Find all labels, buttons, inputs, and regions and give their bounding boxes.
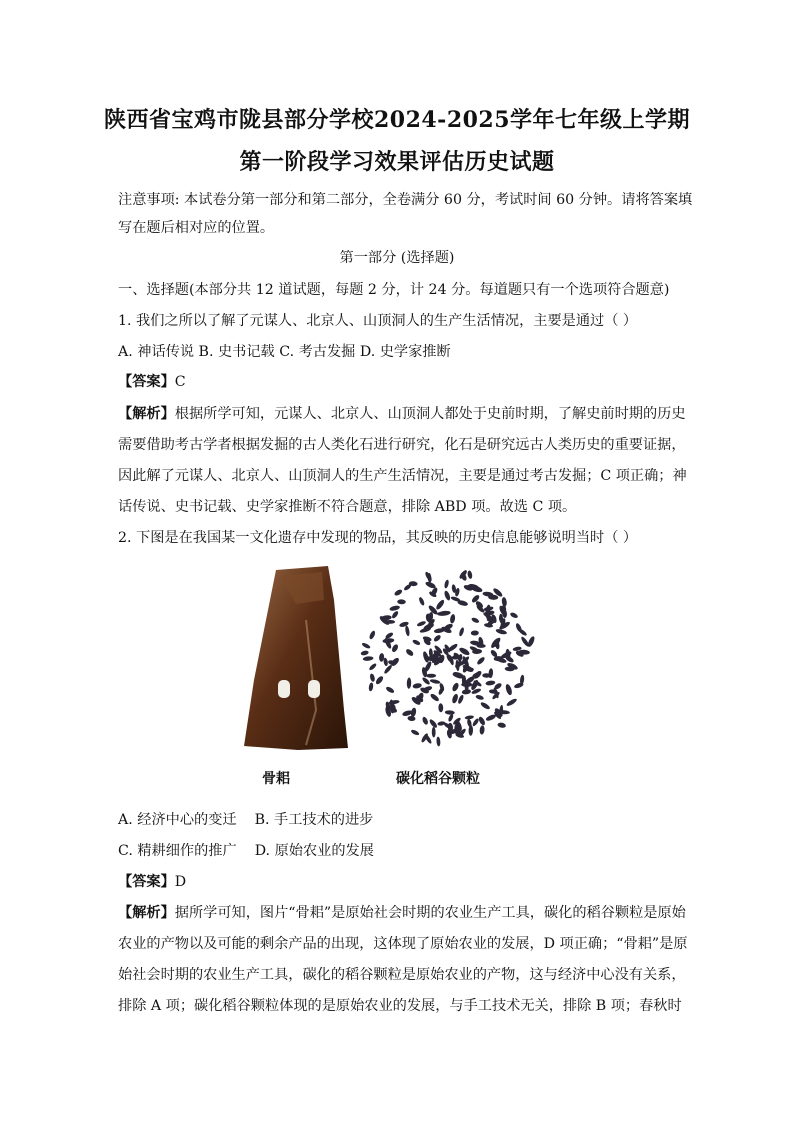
rice-grain	[385, 686, 395, 694]
rice-grain	[461, 682, 472, 687]
part1-heading: 第一部分 (选择题)	[339, 250, 455, 266]
rice-grain	[451, 682, 460, 692]
q2-options-row2	[118, 841, 678, 861]
rice-grain	[443, 590, 451, 601]
q2-option-d: D. 原始农业的发展	[254, 843, 374, 859]
rice-grain	[447, 713, 454, 722]
q2-analysis-line2: 农业的产物以及可能的剩余产品的出现，这体现了原始农业的发展，D 项正确；“骨耜”是原	[118, 936, 688, 952]
rice-grain	[480, 701, 491, 710]
rice-grain	[461, 689, 471, 695]
rice-grain	[391, 643, 399, 653]
notice-line1: 注意事项: 本试卷分第一部分和第二部分，全卷满分 60 分，考试时间 60 分钟。请将答案填	[118, 192, 693, 208]
carbonized-rice-grains-image	[360, 569, 535, 747]
rice-grain	[360, 650, 369, 656]
rice-grain	[505, 683, 513, 695]
rice-grain	[397, 599, 406, 604]
rice-grain	[405, 648, 415, 657]
rice-grain	[407, 677, 412, 688]
rice-grain	[369, 673, 375, 682]
rice-grain	[472, 718, 480, 728]
rice-grain	[412, 683, 422, 690]
rice-grain	[418, 596, 425, 606]
rice-grain	[497, 722, 506, 729]
rice-grain	[471, 617, 480, 624]
rice-grain	[389, 605, 400, 612]
rice-grain	[479, 725, 485, 735]
q1-analysis-line1	[118, 404, 686, 424]
rice-grain	[485, 680, 495, 686]
bone-spade-image	[244, 566, 348, 750]
section1-heading: 一、选择题(本部分共 12 道试题，每题 2 分，计 24 分。每道题只有一个选项符合题意)	[118, 282, 670, 298]
rice-grain	[478, 716, 487, 726]
rice-grain	[506, 697, 518, 707]
rice-grain	[435, 599, 446, 611]
rice-grain	[457, 694, 465, 704]
q2-option-a: A. 经济中心的变迁	[118, 812, 237, 828]
rice-grain	[458, 627, 465, 637]
analysis-text: 根据所学可知，元谋人、北京人、山顶洞人都处于史前时期，了解史前时期的历史	[174, 406, 686, 422]
rice-grain	[405, 625, 411, 636]
analysis-text: 据所学可知，图片“骨耜”是原始社会时期的农业生产工具，碳化的稻谷颗粒是原始	[174, 905, 686, 921]
rice-grain	[421, 716, 429, 725]
rice-grain	[426, 674, 436, 678]
artifact-image	[236, 560, 556, 760]
rice-grain	[429, 693, 440, 703]
rice-grain	[433, 634, 442, 643]
rice-grain	[407, 715, 416, 721]
q1-analysis-line3: 因此解了元谋人、北京人、山顶洞人的生产生活情况，主要是通过考古发掘；C 项正确；神	[118, 468, 687, 484]
rice-grain	[382, 638, 394, 644]
rice-grain	[467, 570, 473, 579]
rice-grain	[468, 725, 473, 736]
rice-grain	[436, 736, 441, 746]
rice-grain	[368, 662, 377, 671]
rice-grain	[476, 656, 486, 666]
rice-grain	[451, 693, 459, 704]
analysis-label: 【解析】	[118, 406, 175, 422]
q2-analysis-line1	[118, 903, 686, 923]
rice-grain	[501, 597, 507, 607]
answer-value: C	[174, 374, 186, 390]
rice-grain	[432, 727, 436, 738]
rice-grain	[368, 682, 374, 691]
rice-grain	[383, 664, 393, 675]
exam-title-line1: 陕西省宝鸡市陇县部分学校2024-2025学年七年级上学期	[103, 107, 691, 133]
q2-option-b: B. 手工技术的进步	[254, 812, 374, 828]
caption-rice-grains: 碳化稻谷颗粒	[396, 771, 480, 787]
rice-grain	[368, 630, 376, 640]
q1-stem: 1. 我们之所以了解了元谋人、北京人、山顶洞人的生产生活情况，主要是通过（ ）	[118, 313, 638, 329]
rice-grain	[445, 710, 455, 715]
rice-grain	[438, 703, 443, 712]
exam-title-line2: 第一阶段学习效果评估历史试题	[239, 149, 555, 175]
rice-grain	[429, 679, 440, 685]
rice-grain	[444, 579, 450, 588]
rice-grain	[449, 614, 455, 624]
q1-answer	[118, 372, 678, 392]
rice-grain	[375, 675, 385, 685]
analysis-label: 【解析】	[118, 905, 175, 921]
rice-grain	[509, 611, 518, 619]
answer-label: 【答案】	[118, 874, 175, 890]
q2-option-c: C. 精耕细作的推广	[118, 843, 237, 859]
rice-grain	[391, 610, 399, 619]
q2-figure	[236, 560, 556, 800]
rice-grain	[410, 729, 420, 737]
q2-analysis-line3: 始社会时期的农业生产工具，碳化的稻谷颗粒是原始农业的产物，这与经济中心没有关系，	[118, 967, 686, 983]
rice-grain	[476, 644, 485, 648]
rice-grain	[394, 588, 404, 596]
q2-analysis-line4: 排除 A 项；碳化稻谷颗粒体现的是原始农业的发展，与手工技术无关，排除 B 项；春秋时	[118, 998, 682, 1014]
rice-grain	[471, 630, 479, 635]
rice-grain	[412, 639, 421, 646]
rice-grain	[361, 642, 371, 650]
rice-grain	[421, 676, 431, 685]
q2-options-row1	[118, 810, 678, 830]
caption-bone-spade: 骨耜	[262, 771, 290, 787]
q1-analysis-line2: 需要借助考古学者根据发掘的古人类化石进行研究，化石是研究远古人类历史的重要证据，	[118, 437, 686, 453]
q1-analysis-line4: 话传说、史书记载、史学家推断不符合题意，排除 ABD 项。故选 C 项。	[118, 499, 577, 515]
q1-options: A. 神话传说 B. 史书记载 C. 考古发掘 D. 史学家推断	[118, 344, 451, 360]
q2-answer	[118, 872, 678, 892]
rice-grain	[475, 694, 484, 701]
notice-line2: 写在题后相对应的位置。	[118, 220, 275, 236]
q2-stem: 2. 下图是在我国某一文化遗存中发现的物品，其反映的历史信息能够说明当时（ ）	[118, 530, 638, 546]
answer-label: 【答案】	[118, 374, 175, 390]
rice-grain	[362, 656, 373, 662]
answer-value: D	[174, 874, 187, 890]
